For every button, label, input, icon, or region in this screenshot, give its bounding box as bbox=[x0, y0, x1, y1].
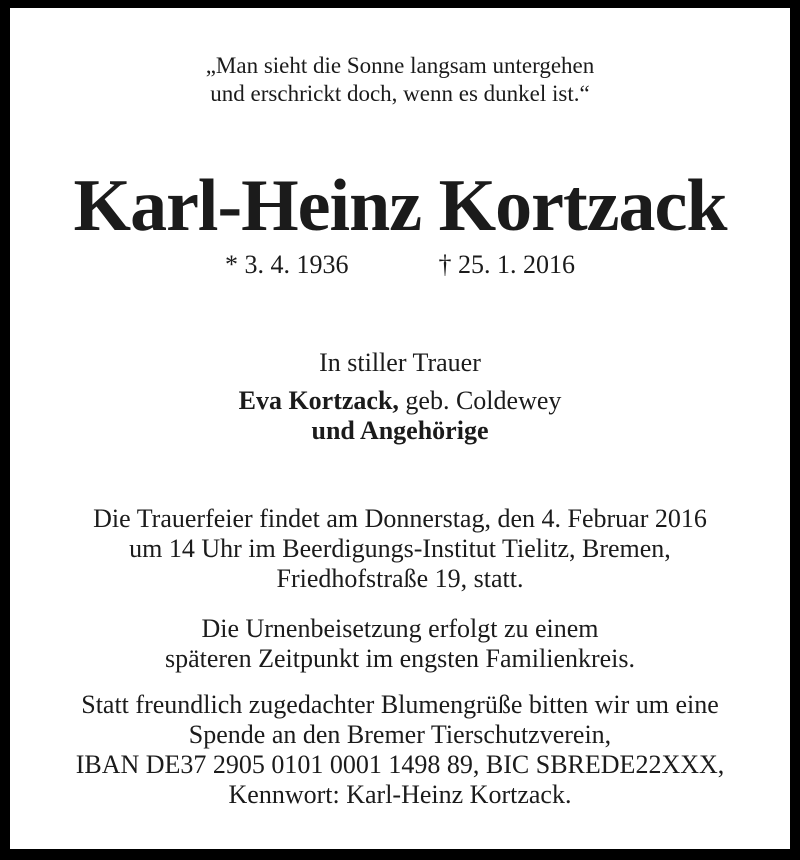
funeral-line: Die Trauerfeier findet am Donnerstag, den 4. Februar 2016 bbox=[93, 504, 707, 533]
death-date: † 25. 1. 2016 bbox=[438, 250, 575, 279]
mourner-maiden-name: geb. Coldewey bbox=[405, 386, 562, 415]
donation-line: Kennwort: Karl-Heinz Kortzack. bbox=[228, 780, 572, 809]
mourner-line bbox=[10, 386, 790, 416]
funeral-line: um 14 Uhr im Beerdigungs-Institut Tielitz, Bremen, bbox=[129, 534, 671, 563]
quote-line: „Man sieht die Sonne langsam untergehen bbox=[205, 53, 595, 78]
quote-line: und erschrickt doch, wenn es dunkel ist.“ bbox=[210, 81, 590, 106]
birth-date: * 3. 4. 1936 bbox=[225, 250, 349, 279]
memorial-quote bbox=[10, 52, 790, 108]
donation-line: Statt freundlich zugedachter Blumengrüße bitten wir um eine bbox=[81, 690, 719, 719]
obituary-card bbox=[10, 8, 790, 849]
donation-line: Spende an den Bremer Tierschutzverein, bbox=[188, 720, 612, 749]
relatives-line: und Angehörige bbox=[311, 416, 489, 445]
life-dates bbox=[10, 250, 790, 280]
donation-line: IBAN DE37 2905 0101 0001 1498 89, BIC SBREDE22XXX, bbox=[75, 750, 725, 779]
mourning-section bbox=[10, 348, 790, 446]
burial-line: späteren Zeitpunkt im engsten Familienkreis. bbox=[164, 644, 636, 673]
mourner-name: Eva Kortzack, bbox=[238, 386, 399, 415]
deceased-name: Karl-Heinz Kortzack bbox=[73, 165, 727, 247]
funeral-info bbox=[10, 504, 790, 594]
funeral-line: Friedhofstraße 19, statt. bbox=[276, 564, 524, 593]
mourning-intro: In stiller Trauer bbox=[319, 348, 481, 377]
burial-info bbox=[10, 614, 790, 674]
burial-line: Die Urnenbeisetzung erfolgt zu einem bbox=[201, 614, 599, 643]
donation-info bbox=[10, 690, 790, 810]
